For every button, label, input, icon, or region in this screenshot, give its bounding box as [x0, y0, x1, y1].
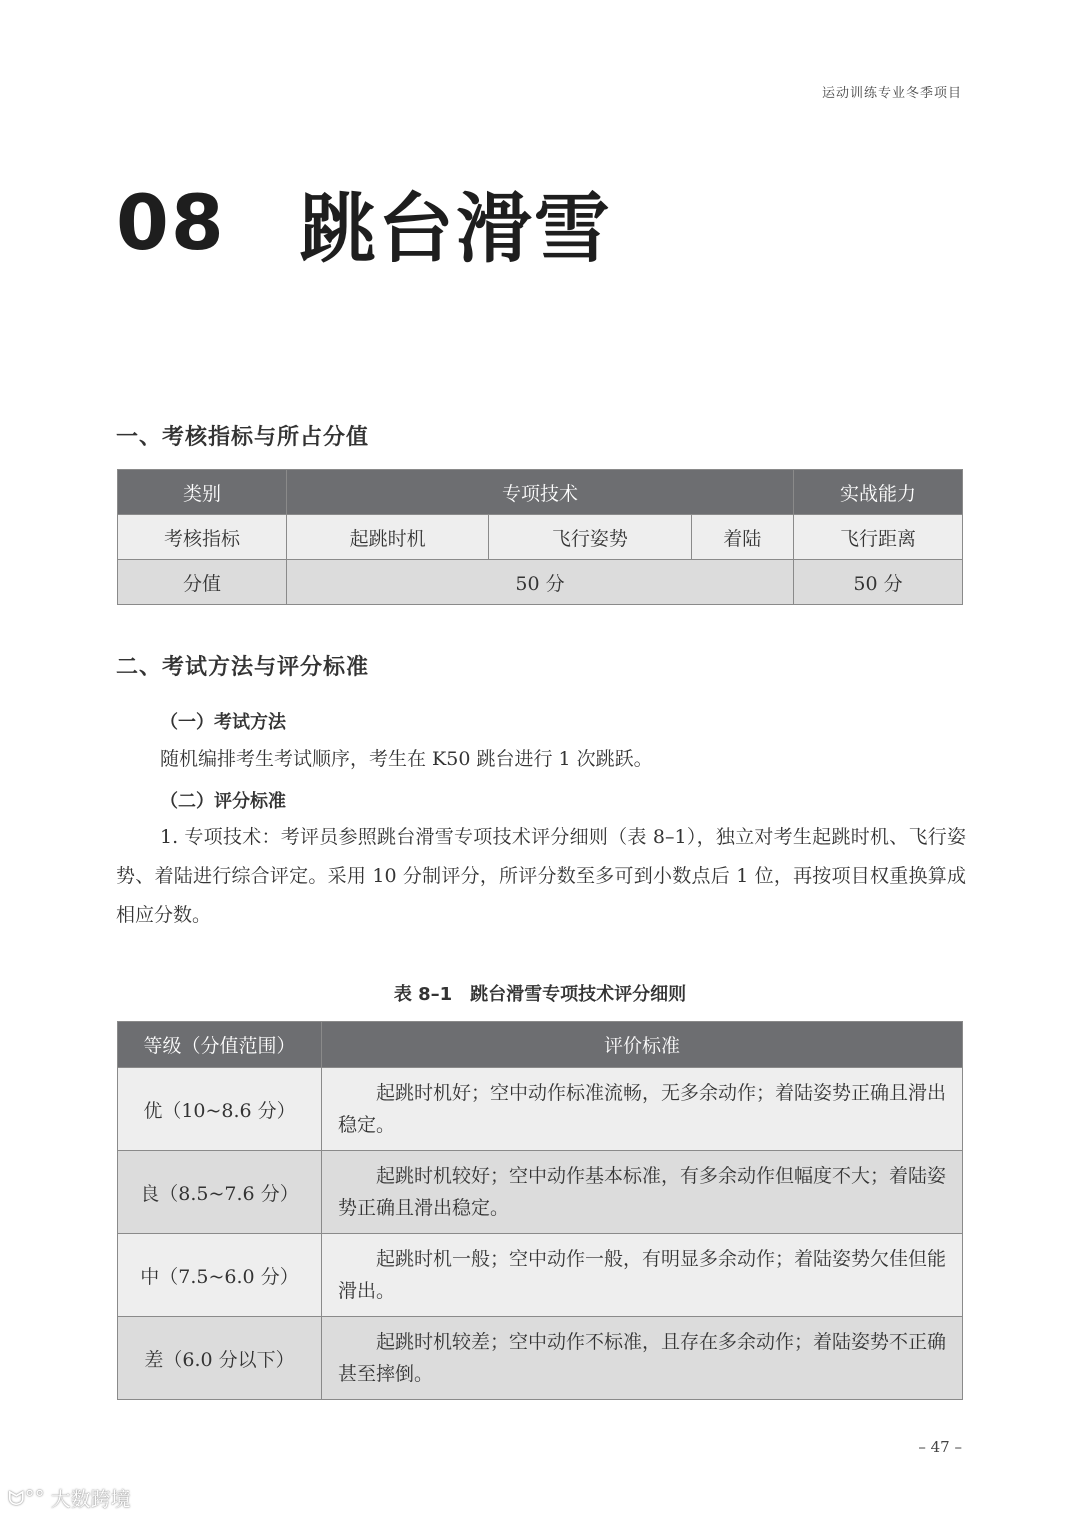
header-combat-ability: 实战能力: [794, 470, 963, 515]
grade-cell: 优（10~8.6 分）: [118, 1068, 322, 1151]
assessment-indicators-table: [117, 469, 963, 605]
header-special-technique: 专项技术: [287, 470, 794, 515]
table-row: [118, 1068, 963, 1151]
criteria-cell: [322, 1317, 963, 1400]
subsection-heading-scoring: （二）评分标准: [160, 791, 286, 812]
criteria-cell: [322, 1234, 963, 1317]
technique-scoring-table: [117, 1021, 963, 1400]
header-grade: 等级（分值范围）: [118, 1022, 322, 1068]
watermark: [8, 1483, 131, 1512]
indicator-cell: 飞行姿势: [489, 515, 691, 560]
score-cell: 50 分: [287, 560, 794, 605]
header-criteria: 评价标准: [322, 1022, 963, 1068]
chapter-number: 08: [116, 178, 226, 267]
subsection-heading-exam-method: （一）考试方法: [160, 712, 286, 733]
table-row: [118, 1317, 963, 1400]
grade-cell: 良（8.5~7.6 分）: [118, 1151, 322, 1234]
table-row: [118, 1151, 963, 1234]
chapter-title: [116, 168, 612, 277]
header-category: 类别: [118, 470, 287, 515]
indicator-cell: 起跳时机: [287, 515, 489, 560]
table-caption: 表 8–1 跳台滑雪专项技术评分细则: [393, 984, 687, 1005]
criteria-text: 起跳时机较差；空中动作不标准，且存在多余动作；着陆姿势不正确甚至摔倒。: [338, 1331, 947, 1385]
criteria-text: 起跳时机一般；空中动作一般，有明显多余动作；着陆姿势欠佳但能滑出。: [338, 1248, 947, 1302]
scoring-text: 1. 专项技术：考评员参照跳台滑雪专项技术评分细则（表 8–1），独立对考生起跳时机、飞行姿势、着陆进行综合评定。采用 10 分制评分，所评分数至多可到小数点后 1 位，再按项目权重换算成相应分数。: [116, 826, 966, 926]
chapter-name: 跳台滑雪: [299, 184, 612, 273]
scores-label: 分值: [118, 560, 287, 605]
criteria-text: 起跳时机好；空中动作标准流畅，无多余动作；着陆姿势正确且滑出稳定。: [338, 1082, 947, 1136]
indicator-cell: 着陆: [691, 515, 793, 560]
table-header-row: [118, 1022, 963, 1068]
grade-cell: 差（6.0 分以下）: [118, 1317, 322, 1400]
criteria-cell: [322, 1151, 963, 1234]
indicator-cell: 飞行距离: [794, 515, 963, 560]
section-heading-2: 二、考试方法与评分标准: [116, 654, 370, 680]
table-header-row: [118, 470, 963, 515]
grade-cell: 中（7.5~6.0 分）: [118, 1234, 322, 1317]
watermark-logo-icon: ᗢ°°: [8, 1485, 45, 1510]
table-row: [118, 1234, 963, 1317]
section-heading-1: 一、考核指标与所占分值: [116, 424, 370, 450]
table-row-indicators: [118, 515, 963, 560]
criteria-cell: [322, 1068, 963, 1151]
criteria-text: 起跳时机较好；空中动作基本标准，有多余动作但幅度不大；着陆姿势正确且滑出稳定。: [338, 1165, 947, 1219]
exam-method-text: 随机编排考生考试顺序，考生在 K50 跳台进行 1 次跳跃。: [160, 748, 653, 770]
watermark-text: 大数跨境: [50, 1487, 131, 1511]
table-row-scores: [118, 560, 963, 605]
page-number: – 47 –: [918, 1438, 962, 1456]
running-head: 运动训练专业冬季项目: [821, 86, 962, 101]
indicators-label: 考核指标: [118, 515, 287, 560]
score-cell: 50 分: [794, 560, 963, 605]
